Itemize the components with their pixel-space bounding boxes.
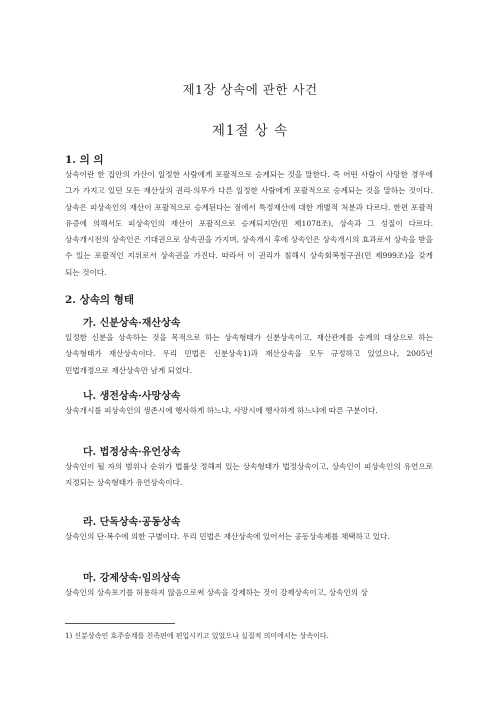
footnote: 1) 신분상속인 호주승계를 친족편에 편입시키고 있었으나 실질적 의미에서는 상속이다. xyxy=(65,632,329,640)
paragraph-na: 상속개시를 피상속인의 생존시에 행사하게 하느냐, 사망시에 행사하게 하느냐에 따른 구분이다. xyxy=(65,406,378,415)
footnote-divider xyxy=(65,623,175,624)
chapter-title: 제1장 상속에 관한 사건 xyxy=(182,82,318,97)
paragraph-ga: 일정한 신분을 상속하는 것을 목적으로 하는 상속형태가 신분상속이고, 재산관계를 승계의 대상으로 하는 상속형태가 재산상속이다. 우리 민법은 신분상속1)과 재산상속을 모두 규정하고 있었으나, 2005년 민법개정으로 재산상속만 남게 되었다. xyxy=(65,333,433,375)
paragraph-meaning: 상속이란 한 집안의 가산이 일정한 사람에게 포괄적으로 승계되는 것을 말한다. 즉 어떤 사람이 사망한 경우에 그가 가지고 있던 모든 재산상의 권리·의무가 다른 일정한 사람에게 포괄적으로 승계되는 것을 말하는 것이다. 상속은 피상속인의 재산이 포괄적으로 승계된다는 점에서 특정재산에 대한 개별적 처분과 다르다. 한편 포괄적 유증에 의해서도 피상속인의 재산이 포괄적으로 승계되지만(민 제1078조), 상속과 그 성질이 다르다. 상속개시전의 상속인은 기대권으로 상속권을 가지며, 상속개시 후에 상속인은 상속개시의 효과로서 상속을 받을 수 있는 포괄적인 지위로서 상속권을 가진다. 따라서 이 권리가 침해시 상속회복청구권(민 제999조)을 갖게 되는 것이다. xyxy=(65,170,433,277)
heading-forms: 2. 상속의 형태 xyxy=(65,294,134,306)
subheading-na: 나. 생전상속·사망상속 xyxy=(83,391,181,402)
subheading-da: 다. 법정상속·유언상속 xyxy=(83,447,181,458)
subheading-ra: 라. 단독상속·공동상속 xyxy=(83,517,181,528)
paragraph-ma: 상속인의 상속포기를 허용하지 않음으로써 상속을 강제하는 것이 강제상속이고, 상속인의 상 xyxy=(65,588,368,597)
heading-meaning: 1. 의 의 xyxy=(65,154,104,166)
section-title: 제1절 상 속 xyxy=(211,123,289,139)
subheading-ga: 가. 신분상속·재산상속 xyxy=(83,318,181,329)
subheading-ma: 마. 강제상속·임의상속 xyxy=(83,573,181,584)
paragraph-ra: 상속인의 단·복수에 의한 구별이다. 우리 민법은 재산상속에 있어서는 공동상속제를 채택하고 있다. xyxy=(65,532,390,541)
paragraph-da: 상속인이 될 자의 범위나 순위가 법률상 정해져 있는 상속형태가 법정상속이고, 상속인이 피상속인의 유언으로 지정되는 상속형태가 유언상속이다. xyxy=(65,462,433,488)
